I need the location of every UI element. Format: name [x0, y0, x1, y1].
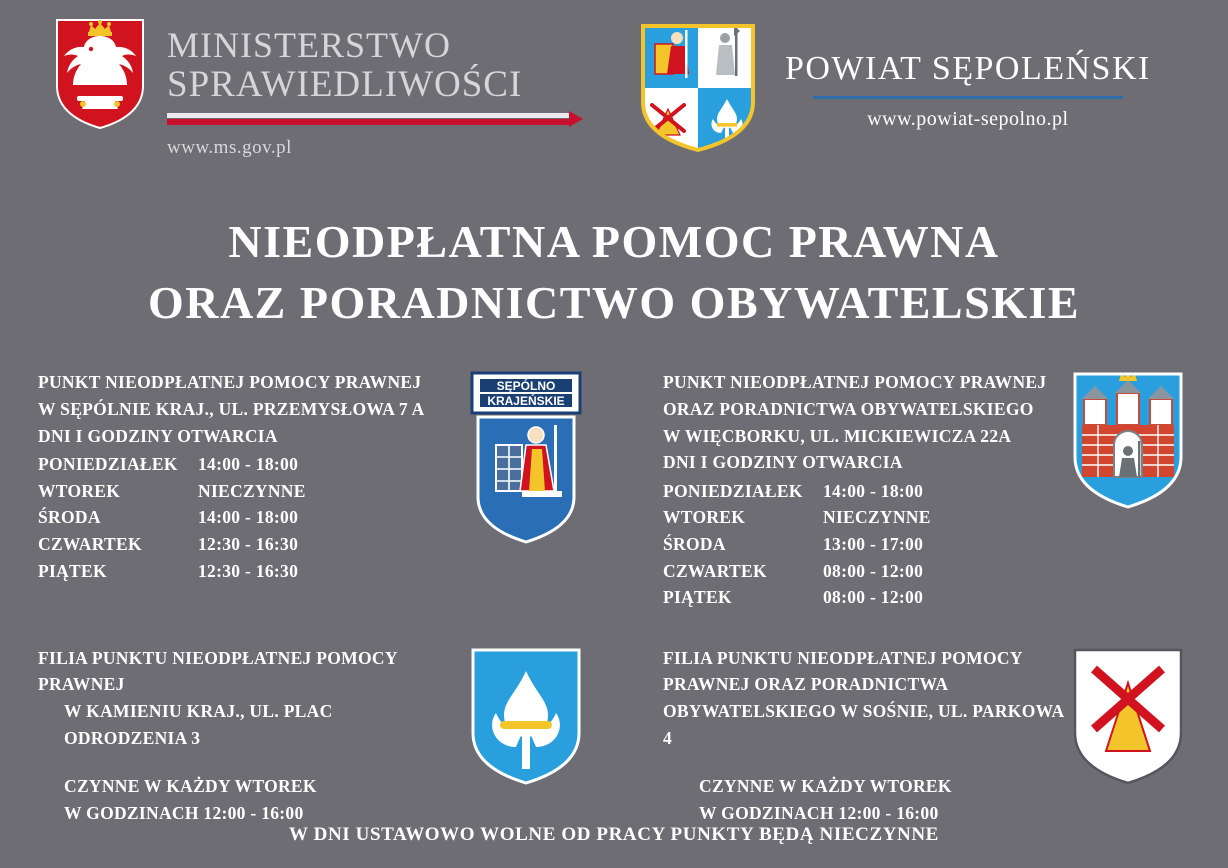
- point-wiecbork-line-1: PUNKT NIEODPŁATNEJ POMOCY PRAWNEJ: [663, 372, 1047, 393]
- point-kamien-line-1: FILIA PUNKTU NIEODPŁATNEJ POMOCY PRAWNEJ: [38, 647, 398, 695]
- hours-day: PIĄTEK: [663, 587, 732, 608]
- kamien-crest-slot: [451, 645, 601, 787]
- hours-row: [663, 478, 1068, 505]
- kamien-krajenski-coat-of-arms-icon: [470, 647, 582, 787]
- point-wiecbork-block: [613, 369, 1188, 610]
- point-sosno-line-1: FILIA PUNKTU NIEODPŁATNEJ POMOCY: [663, 647, 1023, 668]
- point-sepolno-line-2: W SĘPÓLNIE KRAJ., UL. PRZEMYSŁOWA 7 A: [38, 399, 425, 420]
- point-kamien-info: [38, 645, 441, 827]
- hours-day: WTOREK: [38, 480, 121, 501]
- hours-day: WTOREK: [663, 507, 746, 528]
- spacer: [663, 751, 1068, 773]
- sepolno-label-line1: SĘPÓLNO: [496, 379, 556, 394]
- sepolno-krajenskie-coat-of-arms-icon: [470, 371, 582, 546]
- sepolno-crest-slot: [451, 369, 601, 546]
- hours-time: 13:00 - 17:00: [823, 534, 924, 554]
- hours-row: [663, 504, 1068, 531]
- hours-time: 14:00 - 18:00: [198, 507, 299, 528]
- hours-day: PONIEDZIAŁEK: [38, 454, 178, 475]
- hours-row: [663, 584, 1068, 611]
- point-kamien-note-1: CZYNNE W KAŻDY WTOREK: [64, 776, 317, 797]
- hours-time: 12:30 - 16:30: [198, 560, 299, 581]
- hours-time: 08:00 - 12:00: [823, 587, 924, 608]
- hours-row: [38, 504, 441, 531]
- county-rule-decoration: [813, 96, 1123, 99]
- hours-time: NIECZYNNE: [198, 480, 306, 501]
- hours-time: NIECZYNNE: [823, 507, 931, 528]
- hours-row: [38, 531, 441, 558]
- point-wiecbork-info: [663, 369, 1068, 610]
- county-title: POWIAT SĘPOLEŃSKI: [785, 50, 1151, 87]
- hours-day: CZWARTEK: [663, 560, 767, 581]
- ministry-title-line1: MINISTERSTWO: [167, 25, 451, 65]
- points-content: [0, 369, 1228, 826]
- hours-row: [38, 558, 441, 585]
- county-url[interactable]: www.powiat-sepolno.pl: [867, 108, 1069, 130]
- ministry-url[interactable]: www.ms.gov.pl: [167, 136, 292, 158]
- ministry-text: [167, 18, 571, 159]
- ministry-of-justice-block: [55, 18, 571, 159]
- poster-title: [0, 212, 1228, 333]
- powiat-sepolenski-coat-of-arms-icon: [639, 22, 757, 154]
- point-wiecbork-hours: [663, 478, 1068, 611]
- point-sepolno-line-3: DNI I GODZINY OTWARCIA: [38, 425, 278, 446]
- hours-day: ŚRODA: [38, 507, 101, 528]
- point-sepolno-block: [38, 369, 613, 584]
- hours-time: 14:00 - 18:00: [823, 480, 924, 501]
- ministry-title-line2: SPRAWIEDLIWOŚCI: [167, 63, 523, 105]
- hours-row: [38, 478, 441, 505]
- hours-time: 12:30 - 16:30: [198, 534, 299, 554]
- footer-note: W DNI USTAWOWO WOLNE OD PRACY PUNKTY BĘDĄ NIECZYNNE: [289, 824, 939, 845]
- point-sosno-note-1: CZYNNE W KAŻDY WTOREK: [699, 776, 952, 797]
- hours-row: [663, 531, 1068, 558]
- point-sosno-block: [613, 645, 1188, 827]
- hours-day: PONIEDZIAŁEK: [663, 480, 803, 501]
- hours-time: 08:00 - 12:00: [823, 560, 924, 581]
- hours-row: [663, 558, 1068, 585]
- page-header: [0, 0, 1228, 160]
- wiecbork-crest-slot: [1068, 369, 1188, 511]
- poster-title-line2: ORAZ PORADNICTWO OBYWATELSKIE: [147, 276, 1081, 328]
- county-text: [785, 22, 1151, 131]
- point-wiecbork-line-4: DNI I GODZINY OTWARCIA: [663, 452, 903, 473]
- sosno-crest-slot: [1068, 645, 1188, 787]
- sepolno-label-line2: KRAJEŃSKIE: [487, 394, 565, 409]
- point-kamien-line-2: W KAMIENIU KRAJ., UL. PLAC ODRODZENIA 3: [64, 700, 333, 748]
- hours-day: ŚRODA: [663, 534, 726, 554]
- spacer: [38, 751, 441, 773]
- hours-row: [38, 451, 441, 478]
- sosno-coat-of-arms-icon: [1072, 647, 1184, 787]
- point-sosno-line-2: PRAWNEJ ORAZ PORADNICTWA: [663, 674, 949, 695]
- points-row-bottom: [38, 645, 1188, 827]
- wiecbork-coat-of-arms-icon: [1072, 371, 1184, 511]
- point-sepolno-info: [38, 369, 441, 584]
- points-row-top: [38, 369, 1188, 610]
- poster-title-line1: NIEODPŁATNA POMOC PRAWNA: [228, 216, 1000, 267]
- point-kamien-block: [38, 645, 613, 827]
- point-wiecbork-line-3: W WIĘCBORKU, UL. MICKIEWICZA 22A: [663, 425, 1012, 446]
- point-sosno-line-3: OBYWATELSKIEGO W SOŚNIE, UL. PARKOWA 4: [663, 700, 1064, 748]
- point-sepolno-hours: [38, 451, 441, 584]
- point-kamien-note-2: W GODZINACH 12:00 - 16:00: [64, 802, 304, 823]
- hours-day: PIĄTEK: [38, 560, 107, 581]
- point-wiecbork-line-2: ORAZ PORADNICTWA OBYWATELSKIEGO: [663, 399, 1034, 420]
- county-block: [639, 18, 1151, 154]
- point-sosno-note-2: W GODZINACH 12:00 - 16:00: [699, 802, 939, 823]
- point-sosno-info: [663, 645, 1068, 827]
- ministry-rule-decoration: [167, 111, 571, 127]
- polish-eagle-emblem-icon: [55, 18, 145, 130]
- hours-time: 14:00 - 18:00: [198, 454, 299, 475]
- hours-day: CZWARTEK: [38, 534, 142, 554]
- point-sepolno-line-1: PUNKT NIEODPŁATNEJ POMOCY PRAWNEJ: [38, 372, 422, 393]
